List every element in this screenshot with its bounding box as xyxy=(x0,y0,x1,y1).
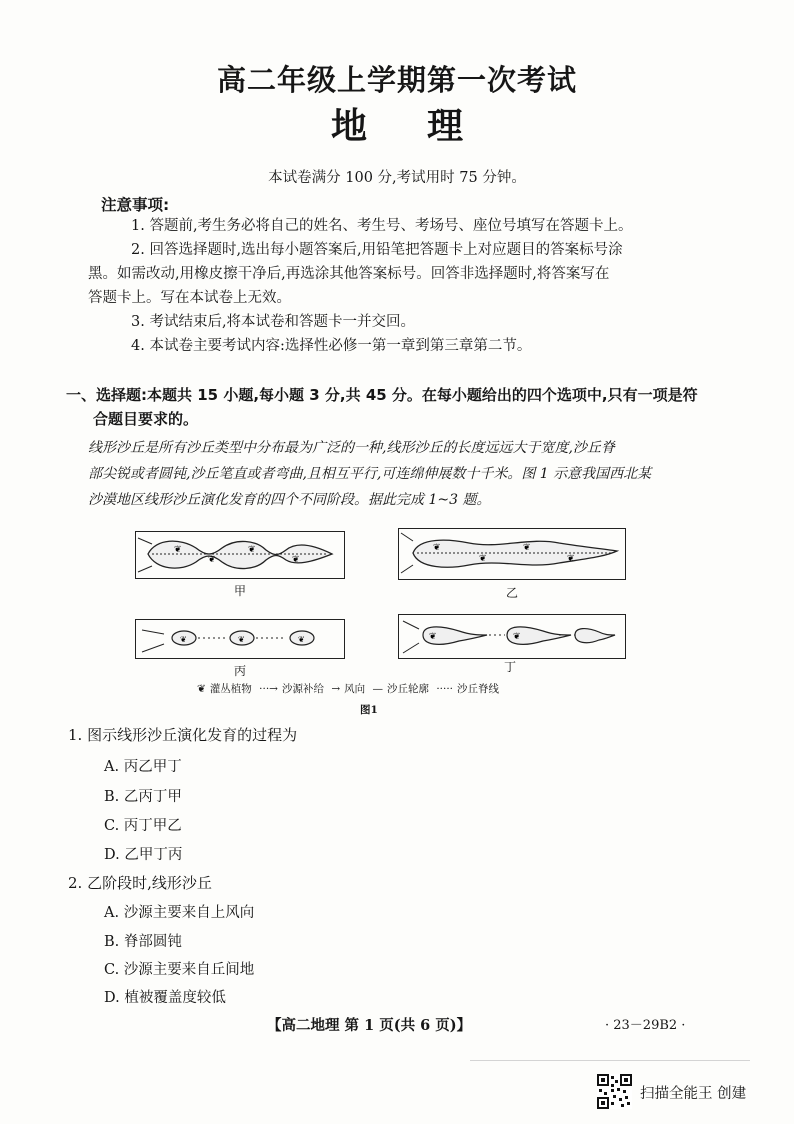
question-2-stem: 2. 乙阶段时,线形沙丘 xyxy=(68,874,212,892)
question-1-option-d: D. 乙甲丁丙 xyxy=(104,847,183,863)
panel-ding-box xyxy=(398,614,626,659)
sand-supply-legend-icon: ···→ xyxy=(259,683,278,695)
legend-wind: 风向 xyxy=(344,683,366,695)
panel-jia-box xyxy=(135,531,345,579)
shrub-icon: ❦ xyxy=(429,632,437,642)
figure-legend xyxy=(197,681,503,696)
wind-legend-icon: → xyxy=(331,683,341,695)
panel-bing-diagram xyxy=(136,620,343,657)
exam-info: 本试卷满分 100 分,考试用时 75 分钟。 xyxy=(268,170,526,186)
question-1-option-c: C. 丙丁甲乙 xyxy=(104,818,182,834)
shrub-icon: ❦ xyxy=(523,543,531,553)
question-2-option-a: A. 沙源主要来自上风向 xyxy=(104,905,255,921)
passage-line-2: 部尖锐或者圆钝,沙丘笔直或者弯曲,且相互平行,可连绵伸展数十千米。图 1 示意我国西北某 xyxy=(88,466,652,482)
wind-arrow-icon xyxy=(401,533,413,541)
shrub-icon: ❦ xyxy=(433,543,441,553)
wind-arrow-icon xyxy=(403,621,419,629)
shrub-icon: ❦ xyxy=(298,635,305,644)
question-1-stem: 1. 图示线形沙丘演化发育的过程为 xyxy=(68,726,298,744)
shrub-icon: ❦ xyxy=(567,554,575,564)
notice-item-2-line-1: 2. 回答选择题时,选出每小题答案后,用铅笔把答题卡上对应题目的答案标号涂 xyxy=(131,242,623,258)
panel-label-bing: 丙 xyxy=(233,664,246,678)
question-1-option-b: B. 乙丙丁甲 xyxy=(104,789,182,805)
shrub-icon: ❦ xyxy=(174,545,182,555)
panel-label-ding: 丁 xyxy=(503,660,516,674)
section-heading xyxy=(66,383,706,431)
wind-arrow-icon xyxy=(142,644,164,652)
divider xyxy=(470,1060,750,1061)
exam-code: · 23－29B2 · xyxy=(605,1018,686,1033)
shrub-icon: ❦ xyxy=(248,545,256,555)
shrub-icon: ❦ xyxy=(208,555,216,565)
notice-item-4: 4. 本试卷主要考试内容:选择性必修一第一章到第三章第二节。 xyxy=(131,338,532,354)
scanner-watermark: 扫描全能王 创建 xyxy=(640,1086,747,1102)
exam-title: 高二年级上学期第一次考试 xyxy=(216,63,577,97)
notice-item-3: 3. 考试结束后,将本试卷和答题卡一并交回。 xyxy=(131,314,416,330)
qr-code-icon xyxy=(597,1074,632,1109)
legend-plant: 灌丛植物 xyxy=(209,683,252,695)
shrub-icon: ❦ xyxy=(180,635,187,644)
notice-heading: 注意事项: xyxy=(101,196,170,214)
section-heading-line-2: 合题目要求的。 xyxy=(93,410,199,428)
section-heading-line-1: 一、选择题:本题共 15 小题,每小题 3 分,共 45 分。在每小题给出的四个选项中,只有一项是符 xyxy=(66,386,698,404)
passage-line-1: 线形沙丘是所有沙丘类型中分布最为广泛的一种,线形沙丘的长度远远大于宽度,沙丘脊 xyxy=(88,440,615,456)
panel-label-jia: 甲 xyxy=(233,584,246,598)
ridge-legend-icon: ····· xyxy=(436,683,454,695)
legend-outline: 沙丘轮廓 xyxy=(386,683,429,695)
passage xyxy=(88,435,718,513)
question-2-option-b: B. 脊部圆钝 xyxy=(104,934,182,950)
dune-outline xyxy=(575,629,615,643)
question-2-option-d: D. 植被覆盖度较低 xyxy=(104,990,226,1006)
shrub-icon: ❦ xyxy=(292,555,300,565)
question-2-option-c: C. 沙源主要来自丘间地 xyxy=(104,962,255,978)
passage-line-3: 沙漠地区线形沙丘演化发育的四个不同阶段。据此完成 1~3 题。 xyxy=(88,492,491,508)
wind-arrow-icon xyxy=(403,643,419,653)
panel-yi-box xyxy=(398,528,626,580)
wind-arrow-icon xyxy=(142,630,164,634)
legend-ridge: 沙丘脊线 xyxy=(457,683,500,695)
figure-caption: 图1 xyxy=(360,704,378,716)
shrub-icon: ❦ xyxy=(238,635,245,644)
panel-jia-diagram xyxy=(136,532,343,577)
dune-outline xyxy=(413,540,617,567)
question-1-option-a: A. 丙乙甲丁 xyxy=(104,759,182,775)
shrub-icon: ❦ xyxy=(479,554,487,564)
legend-sand: 沙源补给 xyxy=(281,683,324,695)
notice-item-2-line-2: 黑。如需改动,用橡皮擦干净后,再选涂其他答案标号。回答非选择题时,将答案写在 xyxy=(88,266,610,282)
page-footer: 【高二地理 第 1 页(共 6 页)】 xyxy=(267,1017,472,1034)
panel-bing-box xyxy=(135,619,345,659)
shrub-icon: ❦ xyxy=(513,632,521,642)
wind-arrow-icon xyxy=(401,565,413,573)
outline-legend-icon: — xyxy=(372,683,383,695)
subject-title: 地理 xyxy=(330,106,523,147)
panel-yi-diagram xyxy=(399,529,624,578)
panel-ding-diagram xyxy=(399,615,624,657)
wind-arrow-icon xyxy=(138,566,152,572)
panel-label-yi: 乙 xyxy=(505,586,518,600)
notice-item-1: 1. 答题前,考生务必将自己的姓名、考生号、考场号、座位号填写在答题卡上。 xyxy=(131,218,633,234)
notice-item-2-line-3: 答题卡上。写在本试卷上无效。 xyxy=(88,290,291,306)
shrub-legend-icon: ❦ xyxy=(197,683,206,695)
wind-arrow-icon xyxy=(138,538,152,544)
